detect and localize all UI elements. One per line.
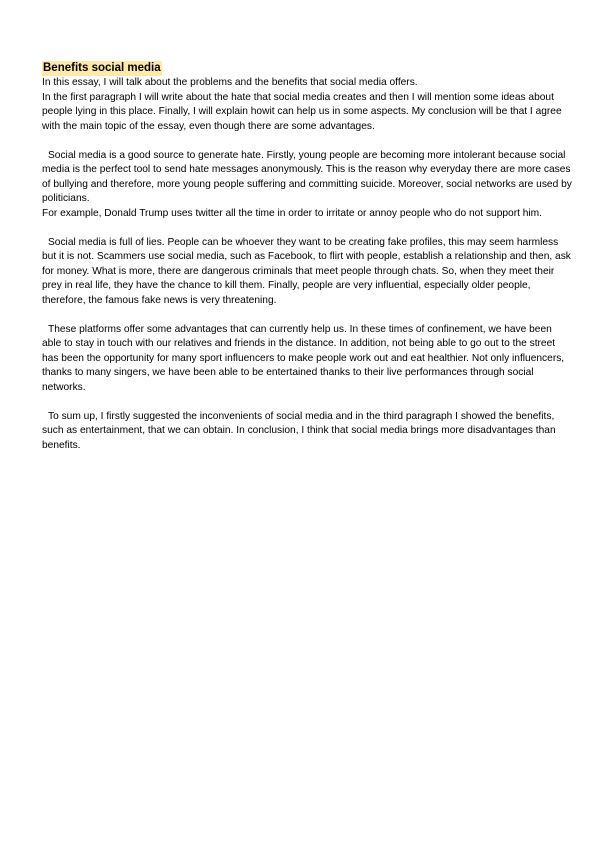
document-title: Benefits social media — [43, 62, 161, 74]
document-page — [42, 58, 572, 453]
paragraph-gap — [42, 134, 572, 149]
paragraph-hate-example: For example, Donald Trump uses twitter all the time in order to irritate or annoy people who do not support him. — [42, 207, 542, 219]
paragraph-conclusion: To sum up, I firstly suggested the inconvenients of social media and in the third paragraph I showed the benefits, such as entertainment, that we can obtain. In conclusion, I think that social media brings more disadvantages than benefits. — [42, 410, 556, 451]
paragraph-gap — [42, 308, 572, 323]
paragraph-gap — [42, 221, 572, 236]
intro-line-1: In this essay, I will talk about the problems and the benefits that social media offers. — [42, 77, 418, 88]
paragraph-lies: Social media is full of lies. People can be whoever they want to be creating fake profiles, this may seem harmless but it is not. Scammers use social media, such as Facebook, to flirt with people, establish a relationship and then, ask for money. What is more, there are dangerous criminals that meet people through chats. So, when they meet their prey in real life, they have the chance to kill them. Finally, people are very influential, especially older people, therefore, the famous fake news is very threatening. — [42, 236, 571, 306]
paragraph-gap — [42, 395, 572, 410]
intro-line-2: In the first paragraph I will write about the hate that social media creates and then I will mention some ideas about people lying in this place. Finally, I will explain howit can help us in some aspects. My conclusion will be that I agree with the main topic of the essay, even though there are some advantages. — [42, 91, 562, 132]
paragraph-advantages: These platforms offer some advantages that can currently help us. In these times of confinement, we have been able to stay in touch with our relatives and friends in the distance. In addition, not being able to go out to the street has been the opportunity for many sport influencers to make people work out and eat healthier. Not only influencers, thanks to many singers, we have been able to be entertained thanks to their live performances through social networks. — [42, 323, 565, 393]
paragraph-hate: Social media is a good source to generate hate. Firstly, young people are becoming more intolerant because social media is the perfect tool to send hate messages anonymously. This is the reason why everyday there are more cases of bullying and therefore, more young people suffering and committing suicide. Moreover, social networks are used by politicians. — [42, 149, 572, 204]
